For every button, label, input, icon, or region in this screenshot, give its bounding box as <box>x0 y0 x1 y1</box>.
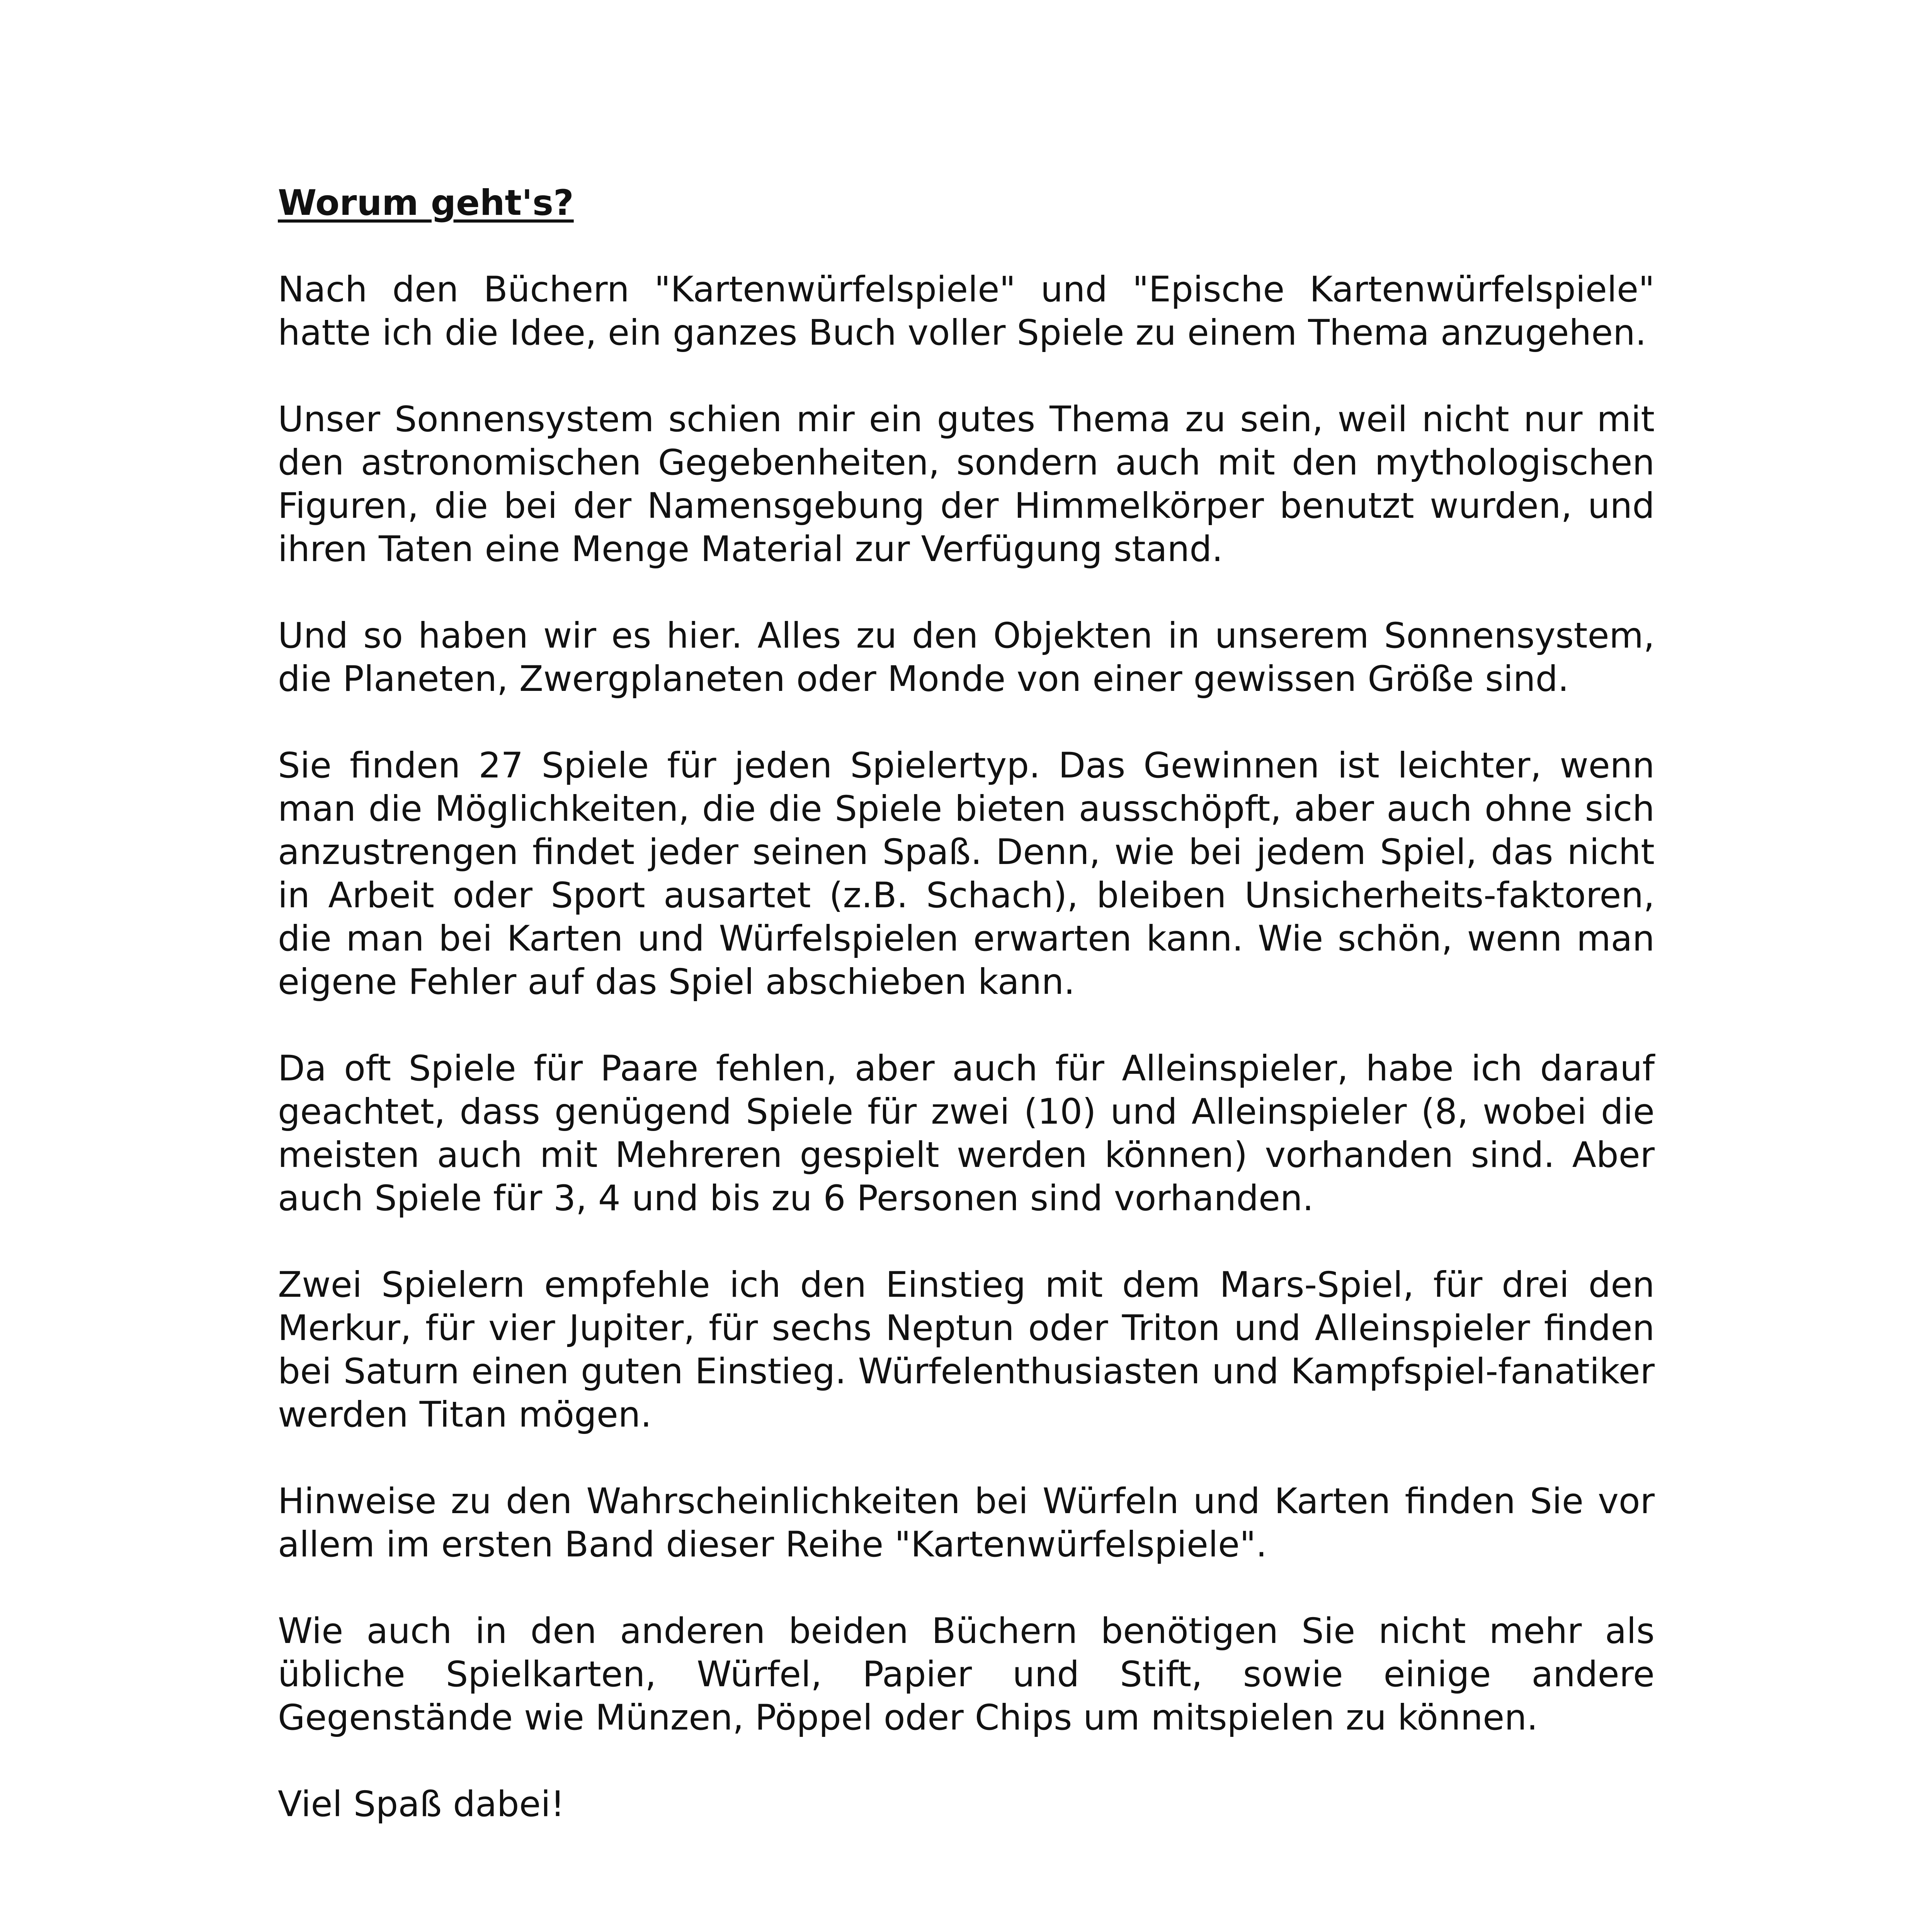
paragraph-materials: Wie auch in den anderen beiden Büchern benötigen Sie nicht mehr als übliche Spielkarten, Würfel, Papier und Stift, sowie einige andere Gegenstände wie Münzen, Pöppel oder Chips um mitspielen zu können. <box>278 1611 1655 1738</box>
paragraph-objects: Und so haben wir es hier. Alles zu den Objekten in unserem Sonnensystem, die Planeten, Zwergplaneten oder Monde von einer gewissen Größe sind. <box>278 616 1655 699</box>
section-heading: Worum geht's? <box>278 183 574 223</box>
paragraph-intro: Nach den Büchern "Kartenwürfelspiele" und "Epische Kartenwürfelspiele" hatte ich die Idee, ein ganzes Buch voller Spiele zu einem Thema anzugehen. <box>278 269 1655 353</box>
page-content <box>278 182 1655 1826</box>
paragraph-recommendations: Zwei Spielern empfehle ich den Einstieg mit dem Mars-Spiel, für drei den Merkur, für vier Jupiter, für sechs Neptun oder Triton und Alleinspieler finden bei Saturn einen guten Einstieg. Würfelenthusiasten und Kampfspiel-fanatiker werden Titan mögen. <box>278 1265 1655 1435</box>
paragraph-player-counts: Da oft Spiele für Paare fehlen, aber auch für Alleinspieler, habe ich darauf geachtet, dass genügend Spiele für zwei (10) und Alleinspieler (8, wobei die meisten auch mit Mehreren gespielt werden können) vorhanden sind. Aber auch Spiele für 3, 4 und bis zu 6 Personen sind vorhanden. <box>278 1048 1655 1219</box>
paragraph-games-count: Sie finden 27 Spiele für jeden Spielertyp. Das Gewinnen ist leichter, wenn man die Möglichkeiten, die die Spiele bieten ausschöpft, aber auch ohne sich anzustrengen findet jeder seinen Spaß. Denn, wie bei jedem Spiel, das nicht in Arbeit oder Sport ausartet (z.B. Schach), bleiben Unsicherheits-faktoren, die man bei Karten und Würfelspielen erwarten kann. Wie schön, wenn man eigene Fehler auf das Spiel abschieben kann. <box>278 745 1655 1002</box>
paragraph-theme: Unser Sonnensystem schien mir ein gutes Thema zu sein, weil nicht nur mit den astronomischen Gegebenheiten, sondern auch mit den mythologischen Figuren, die bei der Namensgebung der Himmelkörper benutzt wurden, und ihren Taten eine Menge Material zur Verfügung stand. <box>278 399 1655 570</box>
paragraph-probabilities: Hinweise zu den Wahrscheinlichkeiten bei Würfeln und Karten finden Sie vor allem im ersten Band dieser Reihe "Kartenwürfelspiele". <box>278 1481 1655 1565</box>
paragraph-closing: Viel Spaß dabei! <box>278 1784 565 1825</box>
